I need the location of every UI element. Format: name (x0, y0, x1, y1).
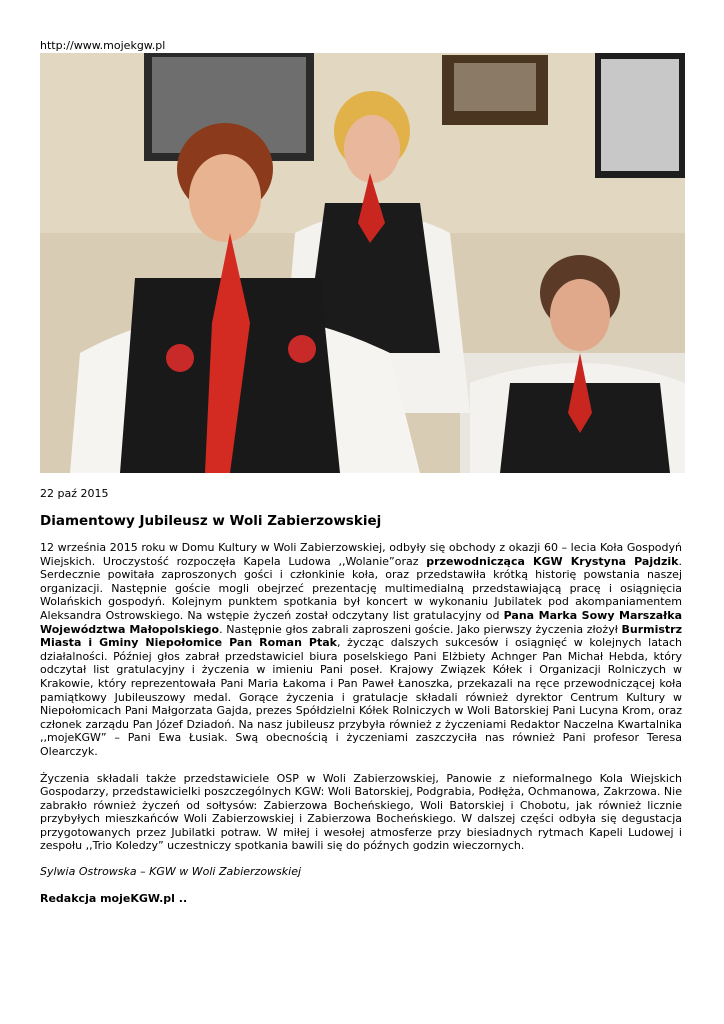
article-date: 22 paź 2015 (40, 487, 109, 500)
p1-segment: , życząc dalszych sukcesów i osiągnięć w kolejnych latach działalności. Później głos zabrał przedstawiciel biura poselskiego Pani Elżbiety Achnger Pan Michał Hebda, który odczytał list gratulacyjny i życzenia w imieniu Pani poseł. Krajowy Związek Kółek i Organizacji Rolniczych w Krakowie, który reprezentowała Pani Maria Łakoma i Pan Paweł Łanoszka, przekazali na ręce przewodniczącej koła pamiątkowy Jubileuszowy medal. Gorące życzenia i gratulacje składali również dyrektor Centrum Kultury w Niepołomicach Pani Małgorzata Gajda, prezes Spółdzielni Kółek Rolniczych w Woli Batorskiej Pani Lucyna Krom, oraz członek zarządu Pan Józef Dziadoń. Na nasz jubileusz przybyła również z życzeniami Redaktor Naczelna Kwartalnika ,,mojeKGW” – Pani Ewa Łusiak. Swą obecnością i życzeniami zaszczyciła nas również Pani profesor Teresa Olearczyk. (40, 636, 683, 758)
p1-segment: . Następnie głos zabrali zaproszeni goście. Jako pierwszy życzenia złożył (219, 622, 622, 636)
article-signature: Sylwia Ostrowska – KGW w Woli Zabierzowskiej (40, 865, 302, 879)
p1-bold-segment: Burmistrz Miasta i Gminy Niepołomice Pan Roman Ptak (40, 622, 682, 650)
article-body (40, 541, 682, 918)
editorial-footer: Redakcja mojeKGW.pl .. (40, 891, 188, 905)
paragraph-2: Życzenia składali także przedstawiciele OSP w Woli Zabierzowskiej, Panowie z nieformalnego Kola Wiejskich Gospodarzy, przedstawicielki poszczególnych KGW: Woli Batorskiej, Podgrabia, Podłęża, Ochmanowa, Zakrzowa. Nie zabrakło również życzeń od sołtysów: Zabierzowa Bocheńskiego, Woli Batorskiej i Chobotu, jak również licznie przybyłych mieszkańców Woli Zabierzowskiej i Zabierzowa Bocheńskiego. W dalszej części odbyła się degustacja przygotowanych przez Jubilatki potraw. W miłej i wesołej atmosferze przy biesiadnych rytmach Kapeli Ludowej i zespołu ,,Trio Koledzy” uczestniczy spotkania bawili się do późnych godzin wieczornych. (40, 771, 682, 853)
article-photo (40, 53, 685, 473)
p1-segment: 12 września 2015 roku w Domu Kultury w Woli Zabierzowskiej, odbyły się obchody z okazji 60 – lecia Koła Gospodyń Wiejskich. Uroczystość rozpoczęła Kapela Ludowa ,,Wolanie”oraz (40, 541, 682, 568)
article-title: Diamentowy Jubileusz w Woli Zabierzowskiej (40, 513, 382, 529)
source-url: http://www.mojekgw.pl (40, 39, 166, 52)
paragraph-1 (40, 541, 682, 759)
p1-segment: . Serdecznie powitała zaproszonych gości i członkinie koła, oraz przedstawiła krótką historię powstania naszej organizacji. Następnie goście mogli obejrzeć prezentację multimedialną przedstawiającą pracę i osiągnięcia Wolańskich gospodyń. Kolejnym punktem spotkania był koncert w wykonaniu Jubilatek pod akompaniamentem Aleksandra Ostrowskiego. Na wstępie życzeń został odczytany list gratulacyjny od (40, 554, 682, 622)
p1-bold-segment: Pana Marka Sowy Marszałka Województwa Małopolskiego (40, 608, 682, 636)
p1-bold-segment: przewodnicząca KGW Krystyna Pajdzik (426, 554, 679, 568)
